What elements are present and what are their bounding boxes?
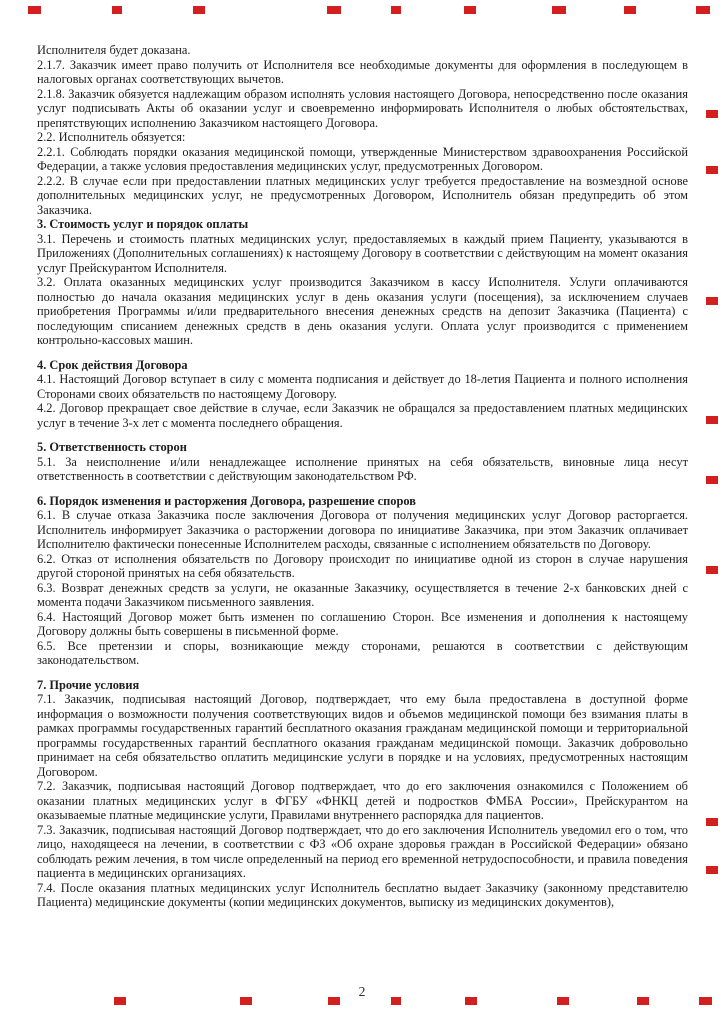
red-annotation-mark — [706, 166, 718, 174]
section-spacer — [37, 484, 688, 494]
red-annotation-mark — [240, 997, 252, 1005]
red-annotation-mark — [552, 6, 566, 14]
paragraph: 6.3. Возврат денежных средств за услуги, не оказанные Заказчику, осуществляется в течение 2-х банковских дней с момента подачи Заказчиком письменного заявления. — [37, 580, 688, 609]
paragraph: 2.1.7. Заказчик имеет право получить от Исполнителя все необходимые документы для оформления в последующем в налоговых органах соответствующих вычетов. — [37, 57, 688, 86]
paragraph: 6.1. В случае отказа Заказчика после заключения Договора от получения медицинских услуг Договор расторгается. Исполнитель информирует Заказчика о расторжении договора по инициативе Заказчика, при этом Заказчик оплачивает Исполнителю фактически понесенные Исполнителем расходы, связанные с исполнением обязательств по Договору. — [37, 508, 688, 551]
paragraph: 7.3. Заказчик, подписывая настоящий Договор подтверждает, что до его заключения Исполнитель уведомил его о том, что лицо, находящееся на лечении, в соответствии с ФЗ «Об охране здоровья граждан в Российской Федерации» обязано соблюдать режим лечения, в том числе определенный на период его временной нетрудоспособности, и правила поведения пациента в медицинских организациях. — [37, 822, 688, 880]
section-spacer — [37, 348, 688, 358]
red-annotation-mark — [114, 997, 126, 1005]
section-heading: 7. Прочие условия — [37, 677, 140, 692]
paragraph: 6.2. Отказ от исполнения обязательств по Договору происходит по инициативе одной из сторон в случае нарушения другой стороной принятых на себя обязательств. — [37, 551, 688, 580]
red-annotation-mark — [464, 6, 476, 14]
paragraph: 6.4. Настоящий Договор может быть изменен по соглашению Сторон. Все изменения и дополнения к настоящему Договору должны быть совершены в письменной форме. — [37, 609, 688, 638]
red-annotation-mark — [391, 6, 401, 14]
red-annotation-mark — [699, 997, 712, 1005]
red-annotation-mark — [706, 110, 718, 118]
paragraph: 2.2. Исполнитель обязуется: — [37, 130, 186, 144]
section-spacer — [37, 430, 688, 440]
red-annotation-mark — [28, 6, 41, 14]
red-annotation-mark — [637, 997, 649, 1005]
red-annotation-mark — [706, 476, 718, 484]
paragraph: 4.2. Договор прекращает свое действие в случае, если Заказчик не обращался за предоставлением платных медицинских услуг в течение 3-х лет с момента последнего обращения. — [37, 401, 688, 430]
paragraph: 4.1. Настоящий Договор вступает в силу с момента подписания и действует до 18-летия Пациента и полного исполнения Сторонами своих обязательств по настоящему Договору. — [37, 372, 688, 401]
contract-text-block — [37, 43, 688, 910]
red-annotation-mark — [706, 416, 718, 424]
red-annotation-mark — [193, 6, 205, 14]
paragraph: 7.1. Заказчик, подписывая настоящий Договор, подтверждает, что ему была предоставлена в доступной форме информация о возможности получения соответствующих видов и объемов медицинской помощи без взимания платы в рамках программы государственных гарантий бесплатного оказания гражданам медицинской помощи и территориальной программы государственных гарантий бесплатного оказания гражданам медицинской помощи. Заказчик добровольно принимает на себя обязательство оплатить медицинские услуги в порядке и на условиях, предусмотренных настоящим Договором. — [37, 692, 688, 779]
red-annotation-mark — [696, 6, 710, 14]
section-heading: 6. Порядок изменения и расторжения Договора, разрешение споров — [37, 493, 416, 508]
paragraph: 7.4. После оказания платных медицинских услуг Исполнитель бесплатно выдает Заказчику (законному представителю Пациента) медицинские документы (копии медицинских документов, выписку из медицинских документов), — [37, 880, 688, 909]
section-heading: 3. Стоимость услуг и порядок оплаты — [37, 217, 249, 231]
paragraph: 3.2. Оплата оказанных медицинских услуг производится Заказчиком в кассу Исполнителя. Услуги оплачиваются полностью до начала оказания медицинских услуг в день оказания услуги (посещения), за исключением случаев приобретения Программы и/или предварительного внесения денежных средств на депозит Заказчика (Пациента) с последующим списанием денежных средств в день оказания услуги. Оплата услуг производится с применением контрольно-кассовых машин. — [37, 275, 688, 347]
red-annotation-mark — [465, 997, 477, 1005]
red-annotation-mark — [706, 818, 718, 826]
red-annotation-mark — [706, 297, 718, 305]
red-annotation-mark — [624, 6, 636, 14]
paragraph: 2.2.1. Соблюдать порядки оказания медицинской помощи, утвержденные Министерством здравоохранения Российской Федерации, а также условия предоставления медицинских услуг, предусмотренных Договором. — [37, 144, 688, 173]
red-annotation-mark — [112, 6, 122, 14]
paragraph: 2.2.2. В случае если при предоставлении платных медицинских услуг требуется предоставление на возмездной основе дополнительных медицинских услуг, не предусмотренных Договором, Исполнитель обязан предупредить об этом Заказчика. — [37, 173, 688, 217]
paragraph: Исполнителя будет доказана. — [37, 43, 191, 57]
paragraph: 7.2. Заказчик, подписывая настоящий Договор подтверждает, что до его заключения ознакомился с Положением об оказании платных медицинских услуг в ФГБУ «ФНКЦ детей и подростков ФМБА России», Прейскурантом на оказываемые платные медицинские услуги, Правилами внутреннего распорядка для пациентов. — [37, 779, 688, 822]
red-annotation-mark — [327, 6, 341, 14]
red-annotation-mark — [557, 997, 569, 1005]
section-heading: 5. Ответственность сторон — [37, 440, 187, 454]
red-annotation-mark — [706, 866, 718, 874]
section-spacer — [37, 668, 688, 678]
red-annotation-mark — [328, 997, 340, 1005]
red-annotation-mark — [706, 566, 718, 574]
section-heading: 4. Срок действия Договора — [37, 357, 188, 372]
page-number: 2 — [358, 984, 366, 999]
paragraph: 3.1. Перечень и стоимость платных медицинских услуг, предоставляемых в каждый прием Пациенту, указываются в Приложениях (Дополнительных соглашениях) к настоящему Договору в соответствии с действующим на момент оказания услуг Прейскурантом Исполнителя. — [37, 231, 688, 275]
red-annotation-mark — [391, 997, 401, 1005]
paragraph: 5.1. За неисполнение и/или ненадлежащее исполнение принятых на себя обязательств, виновные лица несут ответственность в соответствии с действующим законодательством РФ. — [37, 454, 688, 483]
paragraph: 2.1.8. Заказчик обязуется надлежащим образом исполнять условия настоящего Договора, непосредственно после оказания услуг подписывать Акты об оказании услуг и своевременно информировать Исполнителя о любых обстоятельствах, препятствующих исполнению Заказчиком настоящего Договора. — [37, 86, 688, 130]
paragraph: 6.5. Все претензии и споры, возникающие между сторонами, решаются в соответствии с действующим законодательством. — [37, 638, 688, 667]
